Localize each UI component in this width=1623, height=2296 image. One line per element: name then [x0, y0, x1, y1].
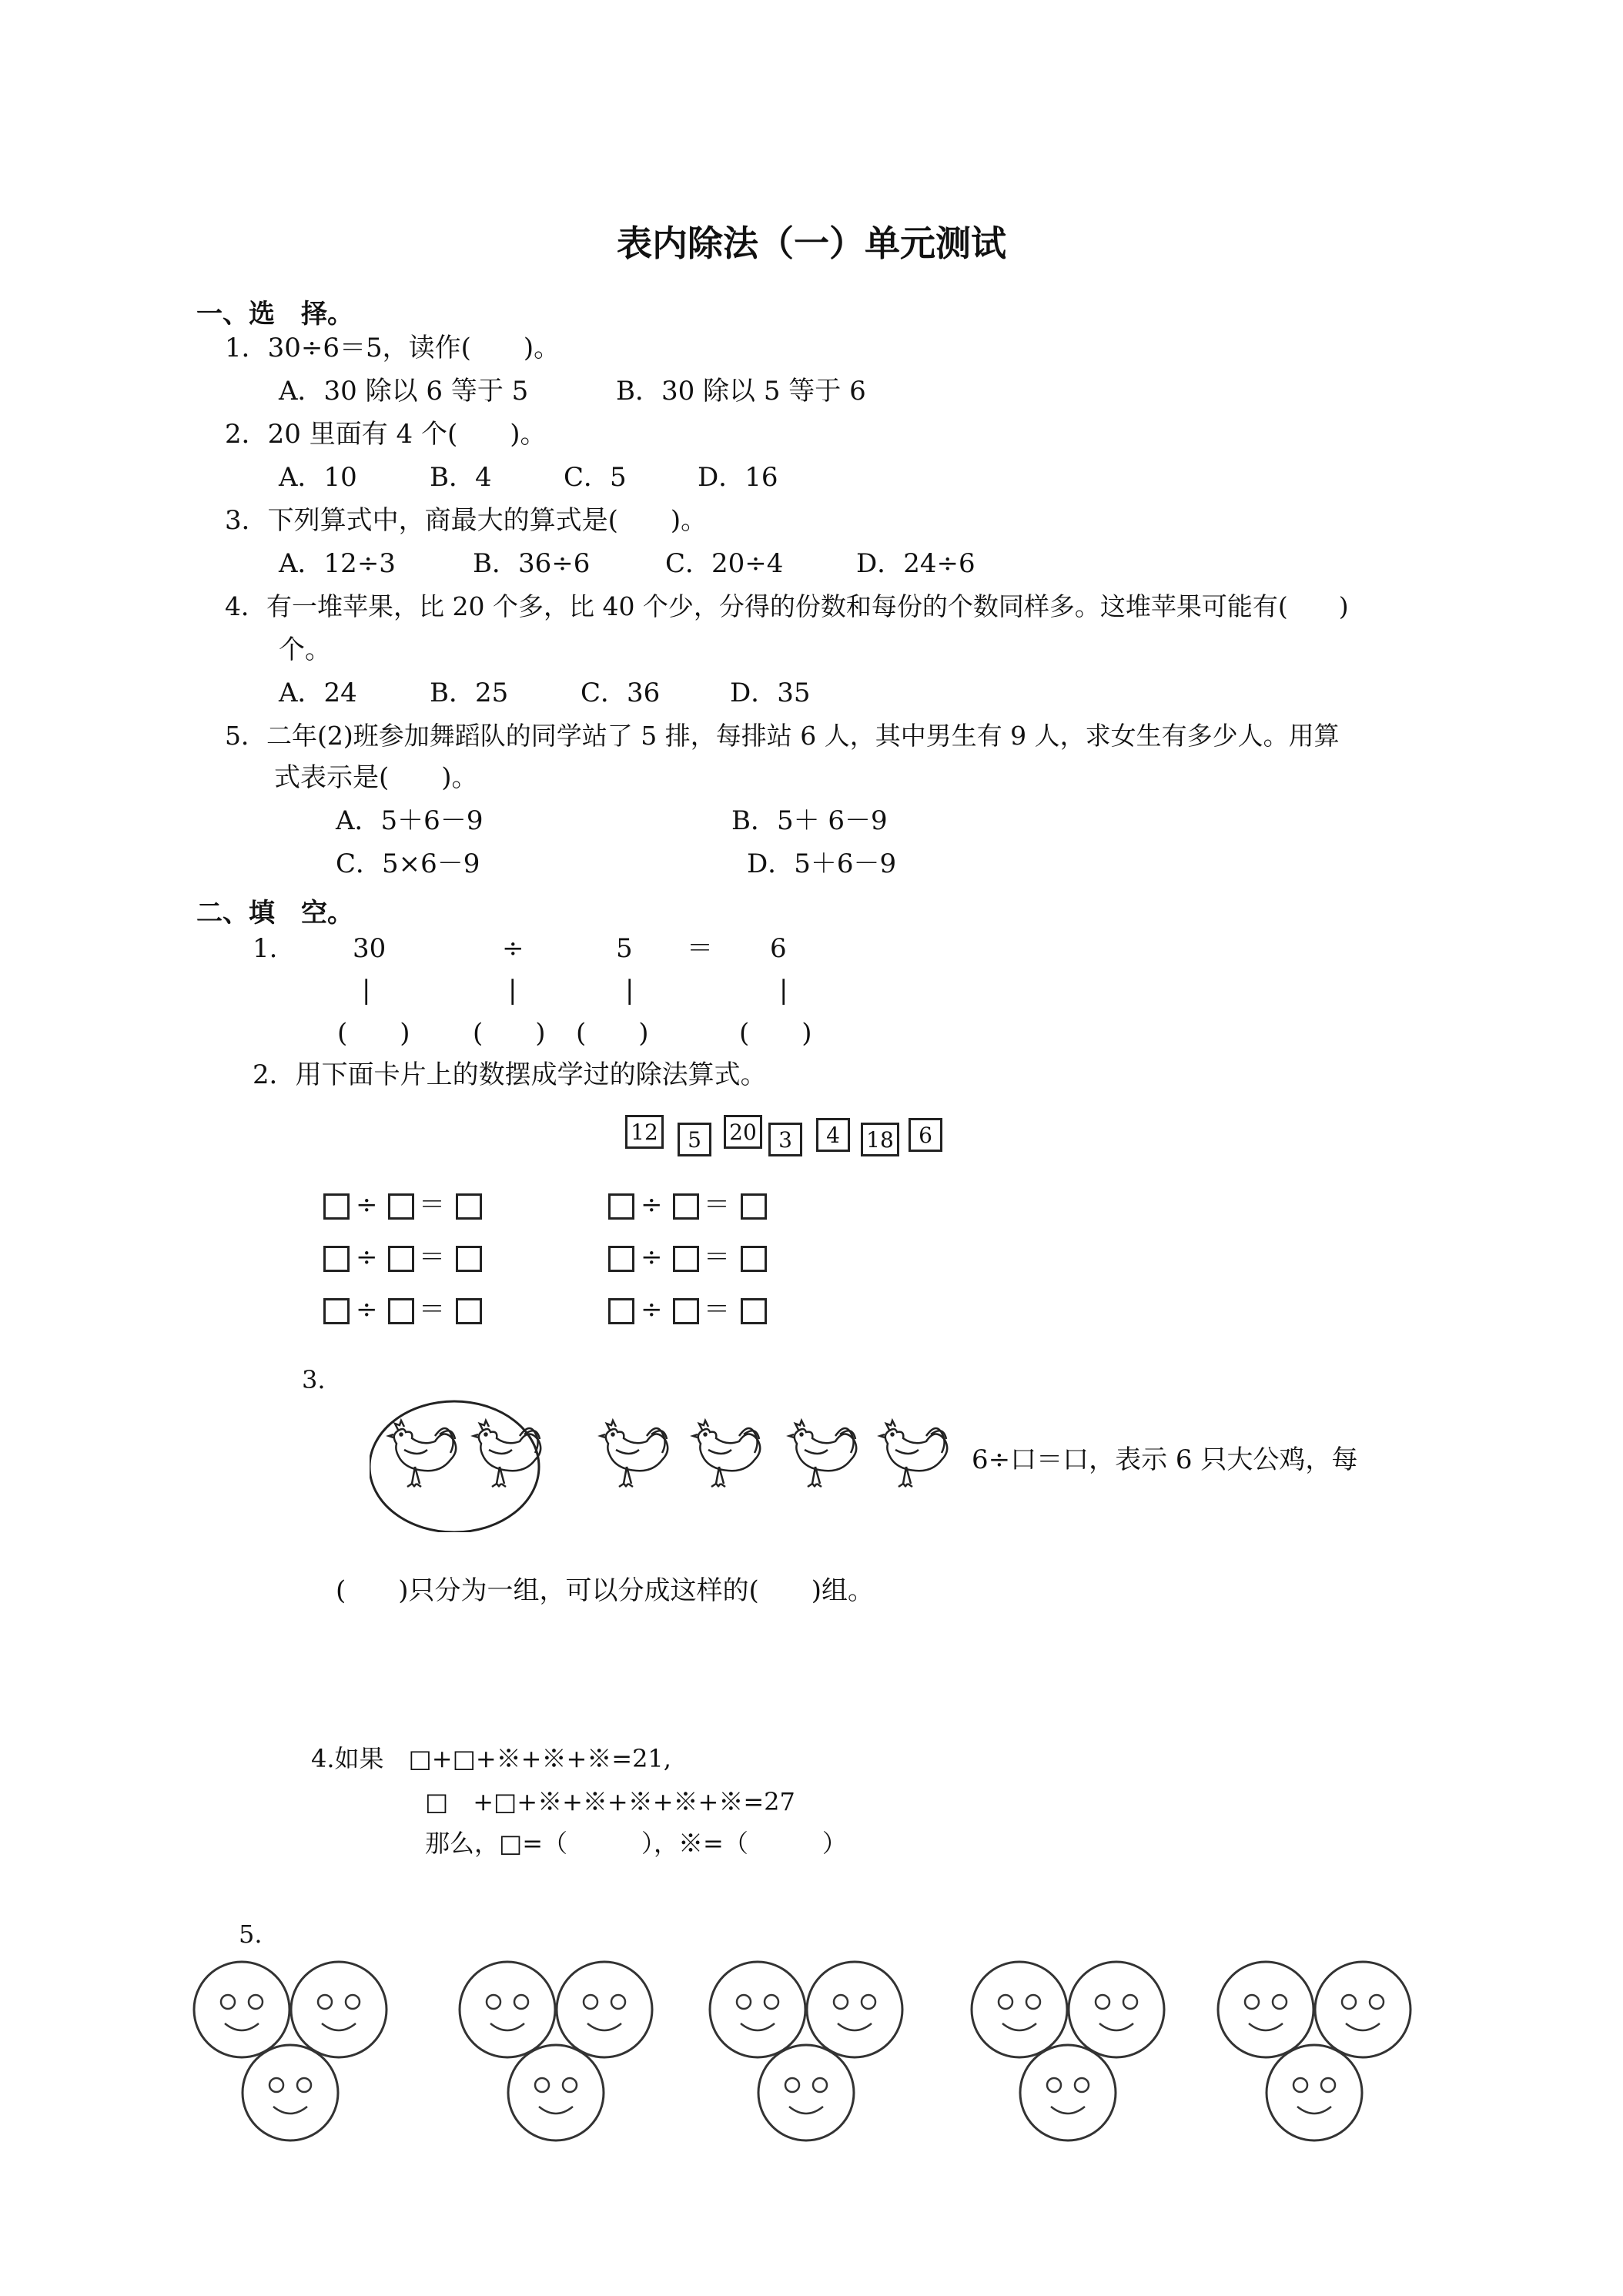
number-card: 3	[768, 1123, 802, 1156]
number-card: 4	[816, 1118, 850, 1152]
fill-5-number: 5.	[239, 1919, 263, 1949]
divide-sign: ÷	[641, 1242, 663, 1273]
question-4-option-b: B．25	[430, 678, 509, 708]
smiley-face-icon	[1267, 2045, 1362, 2140]
smiley-face-icon	[972, 1962, 1067, 2057]
number-card: 18	[861, 1123, 899, 1156]
question-4-option-c: C．36	[581, 678, 661, 708]
question-5-option-c: C．5×6－9	[336, 848, 480, 879]
smiley-face-icon	[1218, 1962, 1313, 2057]
number-card: 12	[625, 1115, 664, 1149]
smiley-face-icon	[508, 2045, 604, 2140]
fill-4-line1: 4.如果 □+□+※+※+※=21,	[311, 1744, 671, 1773]
rooster-icon	[693, 1421, 760, 1487]
rooster-icon	[880, 1421, 947, 1487]
equals-sign: ＝	[704, 1190, 730, 1220]
fill-1-blank-sign[interactable]: ( )	[473, 1018, 546, 1049]
answer-box[interactable]	[608, 1193, 634, 1220]
smiley-face-icon	[557, 1962, 652, 2057]
number-card: 6	[909, 1118, 942, 1152]
answer-box[interactable]	[673, 1246, 699, 1272]
answer-box[interactable]	[456, 1298, 482, 1324]
question-3-option-c: C．20÷4	[665, 548, 784, 579]
question-3-option-b: B．36÷6	[473, 548, 591, 579]
page-title: 表内除法（一）单元测试	[617, 223, 1006, 264]
smiley-face-icon	[1069, 1962, 1164, 2057]
fill-2-stem: 2．用下面卡片上的数摆成学过的除法算式。	[253, 1059, 767, 1090]
question-2-option-c: C．5	[564, 462, 627, 493]
answer-box[interactable]	[608, 1246, 634, 1272]
fill-1-pointer: |	[362, 975, 371, 1006]
fill-1-blank-quotient[interactable]: ( )	[739, 1018, 812, 1049]
fill-1-number: 1.	[253, 933, 278, 964]
question-3-stem: 3．下列算式中，商最大的算式是( )。	[225, 505, 708, 536]
fill-3-text: 6÷口＝口，表示 6 只大公鸡，每	[972, 1444, 1358, 1475]
answer-box[interactable]	[456, 1246, 482, 1272]
question-5-stem-line2: 式表示是( )。	[274, 762, 478, 793]
fill-4-line2: □ +□+※+※+※+※+※=27	[425, 1787, 795, 1816]
question-4-stem-line1: 4．有一堆苹果，比 20 个多，比 40 个少，分得的份数和每份的个数同样多。这堆苹果可能有( )	[225, 591, 1349, 621]
answer-box[interactable]	[388, 1298, 414, 1324]
number-card: 20	[724, 1115, 762, 1149]
question-1-option-b: B．30 除以 5 等于 6	[616, 376, 866, 407]
smiley-face-icon	[291, 1962, 387, 2057]
divide-sign: ÷	[641, 1190, 663, 1220]
fill-1-blank-divisor[interactable]: ( )	[576, 1018, 649, 1049]
question-5-option-d: D．5＋6－9	[747, 848, 897, 879]
divide-sign: ÷	[356, 1294, 378, 1325]
section-heading-fill: 二、填 空。	[196, 898, 353, 929]
question-5-option-a: A．5＋6－9	[336, 805, 484, 836]
fill-3-line2: ( )只分为一组，可以分成这样的( )组。	[336, 1575, 875, 1606]
fill-1-equals-sign: ＝	[687, 933, 713, 964]
question-2-option-b: B．4	[430, 462, 492, 493]
number-card: 5	[678, 1123, 711, 1156]
fill-3-number: 3.	[302, 1365, 326, 1394]
fill-1-dividend: 30	[353, 933, 387, 964]
equals-sign: ＝	[419, 1190, 445, 1220]
answer-box[interactable]	[673, 1193, 699, 1220]
question-3-option-d: D．24÷6	[856, 548, 975, 579]
equals-sign: ＝	[704, 1294, 730, 1325]
answer-box[interactable]	[323, 1193, 350, 1220]
smiley-face-icon	[243, 2045, 338, 2140]
answer-box[interactable]	[388, 1193, 414, 1220]
divide-sign: ÷	[356, 1242, 378, 1273]
answer-box[interactable]	[741, 1246, 767, 1272]
divide-sign: ÷	[641, 1294, 663, 1325]
equals-sign: ＝	[419, 1294, 445, 1325]
question-5-option-b: B．5＋ 6－9	[731, 805, 888, 836]
smiley-face-icon	[460, 1962, 555, 2057]
answer-box[interactable]	[741, 1298, 767, 1324]
grouping-circle	[370, 1401, 539, 1532]
question-2-option-d: D．16	[698, 462, 778, 493]
question-4-option-d: D．35	[730, 678, 811, 708]
question-1-option-a: A．30 除以 6 等于 5	[279, 376, 529, 407]
fill-1-divide-sign: ÷	[502, 933, 524, 964]
question-1-stem: 1．30÷6＝5，读作( )。	[225, 333, 561, 363]
question-2-option-a: A．10	[279, 462, 357, 493]
question-2-stem: 2．20 里面有 4 个( )。	[225, 419, 547, 450]
rooster-icon	[601, 1421, 668, 1487]
answer-box[interactable]	[456, 1193, 482, 1220]
section-heading-choice: 一、选 择。	[196, 299, 353, 330]
rooster-icon	[389, 1421, 456, 1487]
smiley-face-icon	[194, 1962, 289, 2057]
fill-1-pointer: |	[625, 975, 634, 1006]
fill-1-pointer: |	[779, 975, 788, 1006]
fill-1-quotient: 6	[770, 933, 787, 964]
fill-1-blank-dividend[interactable]: ( )	[337, 1018, 410, 1049]
equals-sign: ＝	[419, 1242, 445, 1273]
question-5-stem-line1: 5．二年(2)班参加舞蹈队的同学站了 5 排，每排站 6 人，其中男生有 9 人，求女生有多少人。用算	[225, 721, 1340, 751]
question-4-stem-line2: 个。	[279, 634, 331, 665]
rooster-icon	[474, 1421, 540, 1487]
question-3-option-a: A．12÷3	[279, 548, 396, 579]
answer-box[interactable]	[323, 1298, 350, 1324]
answer-box[interactable]	[323, 1246, 350, 1272]
equals-sign: ＝	[704, 1242, 730, 1273]
answer-box[interactable]	[741, 1193, 767, 1220]
fill-1-pointer: |	[508, 975, 517, 1006]
question-4-option-a: A．24	[279, 678, 357, 708]
fill-1-divisor: 5	[616, 933, 633, 964]
answer-box[interactable]	[673, 1298, 699, 1324]
answer-box[interactable]	[608, 1298, 634, 1324]
rooster-icon	[789, 1421, 856, 1487]
roosters-illustration	[370, 1394, 955, 1532]
smiley-face-icon	[758, 2045, 854, 2140]
answer-box[interactable]	[388, 1246, 414, 1272]
divide-sign: ÷	[356, 1190, 378, 1220]
smiley-face-icon	[1020, 2045, 1116, 2140]
smiley-face-icon	[1315, 1962, 1411, 2057]
smiley-faces-illustration	[192, 1956, 1440, 2148]
fill-4-line3: 那么，□=（ ），※=（ ）	[425, 1829, 847, 1858]
smiley-face-icon	[807, 1962, 902, 2057]
smiley-face-icon	[710, 1962, 805, 2057]
